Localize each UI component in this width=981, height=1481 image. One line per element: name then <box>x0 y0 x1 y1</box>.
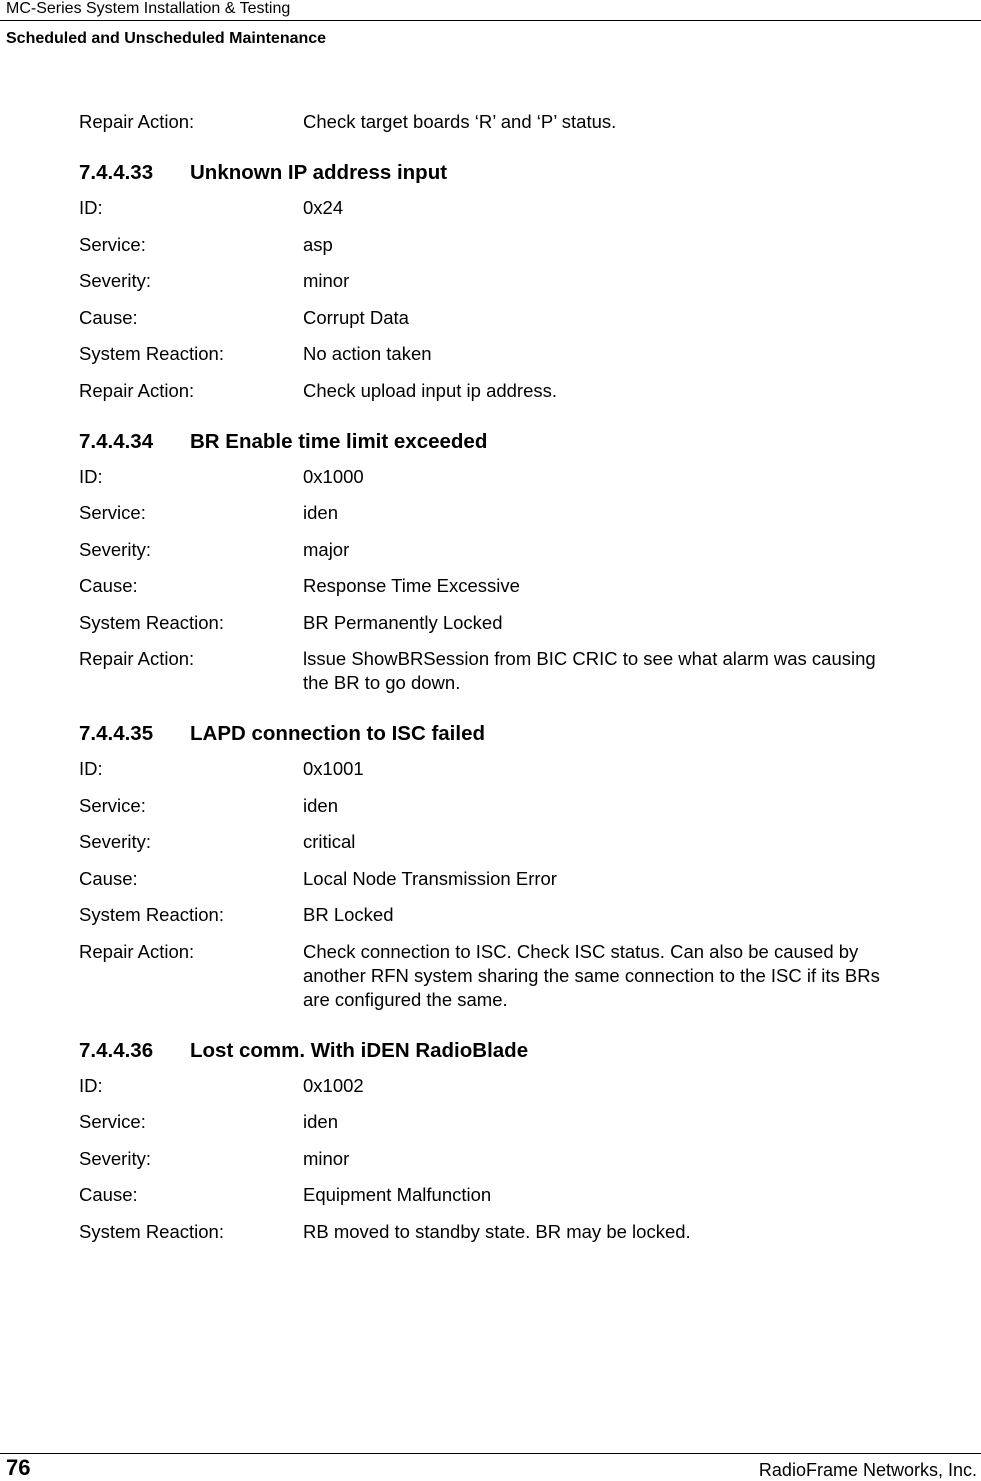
field-value: minor <box>303 270 350 291</box>
field-label: System Reaction: <box>79 611 224 633</box>
company-name: RadioFrame Networks, Inc. <box>758 1460 977 1480</box>
field-row <box>79 574 959 598</box>
field-row <box>79 342 959 366</box>
field-value: Corrupt Data <box>303 306 409 328</box>
field-label: System Reaction: <box>79 343 224 364</box>
alarm-section <box>79 1038 959 1244</box>
section-heading <box>79 721 959 747</box>
section-title: LAPD connection to ISC failed <box>190 722 485 745</box>
section-heading <box>79 160 959 186</box>
field-value: Equipment Malfunction <box>303 1184 492 1205</box>
field-row <box>79 538 959 562</box>
field-value: Response Time Excessive <box>303 575 520 596</box>
field-value: Local Node Transmission Error <box>303 867 557 889</box>
field-value: 0x1000 <box>303 465 364 487</box>
field-row <box>79 306 959 330</box>
field-value: Check target boards ‘R’ and ‘P’ status. <box>303 111 617 132</box>
field-row <box>79 940 959 1012</box>
field-value: 0x1002 <box>303 1074 364 1096</box>
intro-field <box>79 110 959 134</box>
field-value: minor <box>303 1147 350 1169</box>
field-row <box>79 269 959 293</box>
field-label: Service: <box>79 502 146 523</box>
section-heading <box>79 429 959 455</box>
field-row <box>79 830 959 854</box>
field-value: Check upload input ip address. <box>303 379 558 401</box>
field-value: 0x1001 <box>303 758 364 779</box>
section-number: 7.4.4.34 <box>79 429 154 453</box>
field-row <box>79 1147 959 1171</box>
page-number: 76 <box>6 1455 31 1480</box>
field-row <box>79 1220 959 1244</box>
field-label: Cause: <box>79 575 138 596</box>
section-title: BR Enable time limit exceeded <box>190 429 488 453</box>
field-row <box>79 196 959 220</box>
alarm-section <box>79 721 959 1012</box>
field-row <box>79 1074 959 1098</box>
field-label: Cause: <box>79 1184 138 1205</box>
header-divider <box>0 20 981 21</box>
field-row <box>79 647 959 695</box>
field-row <box>79 501 959 525</box>
section-number: 7.4.4.35 <box>79 722 154 745</box>
field-value: No action taken <box>303 343 432 364</box>
field-label: Severity: <box>79 831 151 852</box>
field-label: Cause: <box>79 867 138 889</box>
field-label: Repair Action: <box>79 940 195 962</box>
section-title: Lost comm. With iDEN RadioBlade <box>190 1038 529 1062</box>
field-label: System Reaction: <box>79 1220 224 1242</box>
field-value: iden <box>303 1111 338 1132</box>
field-value: BR Permanently Locked <box>303 611 503 633</box>
field-value: Check connection to ISC. Check ISC status. Can also be caused by another RFN system sharing the same connection to the ISC if its BRs are configured the same. <box>303 940 880 1010</box>
field-label: Severity: <box>79 1147 151 1169</box>
field-value: 0x24 <box>303 197 344 218</box>
section-number: 7.4.4.33 <box>79 161 154 184</box>
field-label: Severity: <box>79 538 151 560</box>
field-row <box>79 379 959 403</box>
field-value: asp <box>303 233 333 255</box>
field-label: ID: <box>79 1074 103 1096</box>
chapter-title: Scheduled and Unscheduled Maintenance <box>6 30 327 47</box>
field-row <box>79 903 959 927</box>
document-title: MC-Series System Installation & Testing <box>6 0 291 17</box>
field-label: Service: <box>79 233 146 255</box>
field-label: Severity: <box>79 270 151 291</box>
field-row <box>79 1110 959 1134</box>
field-label: Service: <box>79 1111 146 1132</box>
footer-divider <box>0 1453 981 1454</box>
field-value: BR Locked <box>303 904 394 925</box>
field-row <box>79 1183 959 1207</box>
field-value: major <box>303 538 350 560</box>
field-row <box>79 794 959 818</box>
alarm-sections <box>79 160 959 1244</box>
field-label: ID: <box>79 465 103 487</box>
field-row <box>79 611 959 635</box>
field-label: Cause: <box>79 306 138 328</box>
field-row <box>79 465 959 489</box>
field-row <box>79 233 959 257</box>
field-label: ID: <box>79 197 103 218</box>
field-label: Repair Action: <box>79 379 195 401</box>
field-label: Repair Action: <box>79 648 195 669</box>
field-label: System Reaction: <box>79 904 224 925</box>
alarm-section <box>79 160 959 403</box>
section-title: Unknown IP address input <box>190 161 448 184</box>
field-value: lssue ShowBRSession from BIC CRIC to see what alarm was causing the BR to go down. <box>303 648 876 693</box>
alarm-section <box>79 429 959 696</box>
field-value: RB moved to standby state. BR may be locked. <box>303 1220 691 1242</box>
field-label: Repair Action: <box>79 111 195 132</box>
field-label: Service: <box>79 794 146 816</box>
page-body <box>79 110 959 1256</box>
field-value: iden <box>303 502 338 523</box>
field-value: iden <box>303 794 338 816</box>
field-row <box>79 867 959 891</box>
field-label: ID: <box>79 758 103 779</box>
section-heading <box>79 1038 959 1064</box>
section-number: 7.4.4.36 <box>79 1038 154 1062</box>
field-value: critical <box>303 831 356 852</box>
field-row <box>79 757 959 781</box>
